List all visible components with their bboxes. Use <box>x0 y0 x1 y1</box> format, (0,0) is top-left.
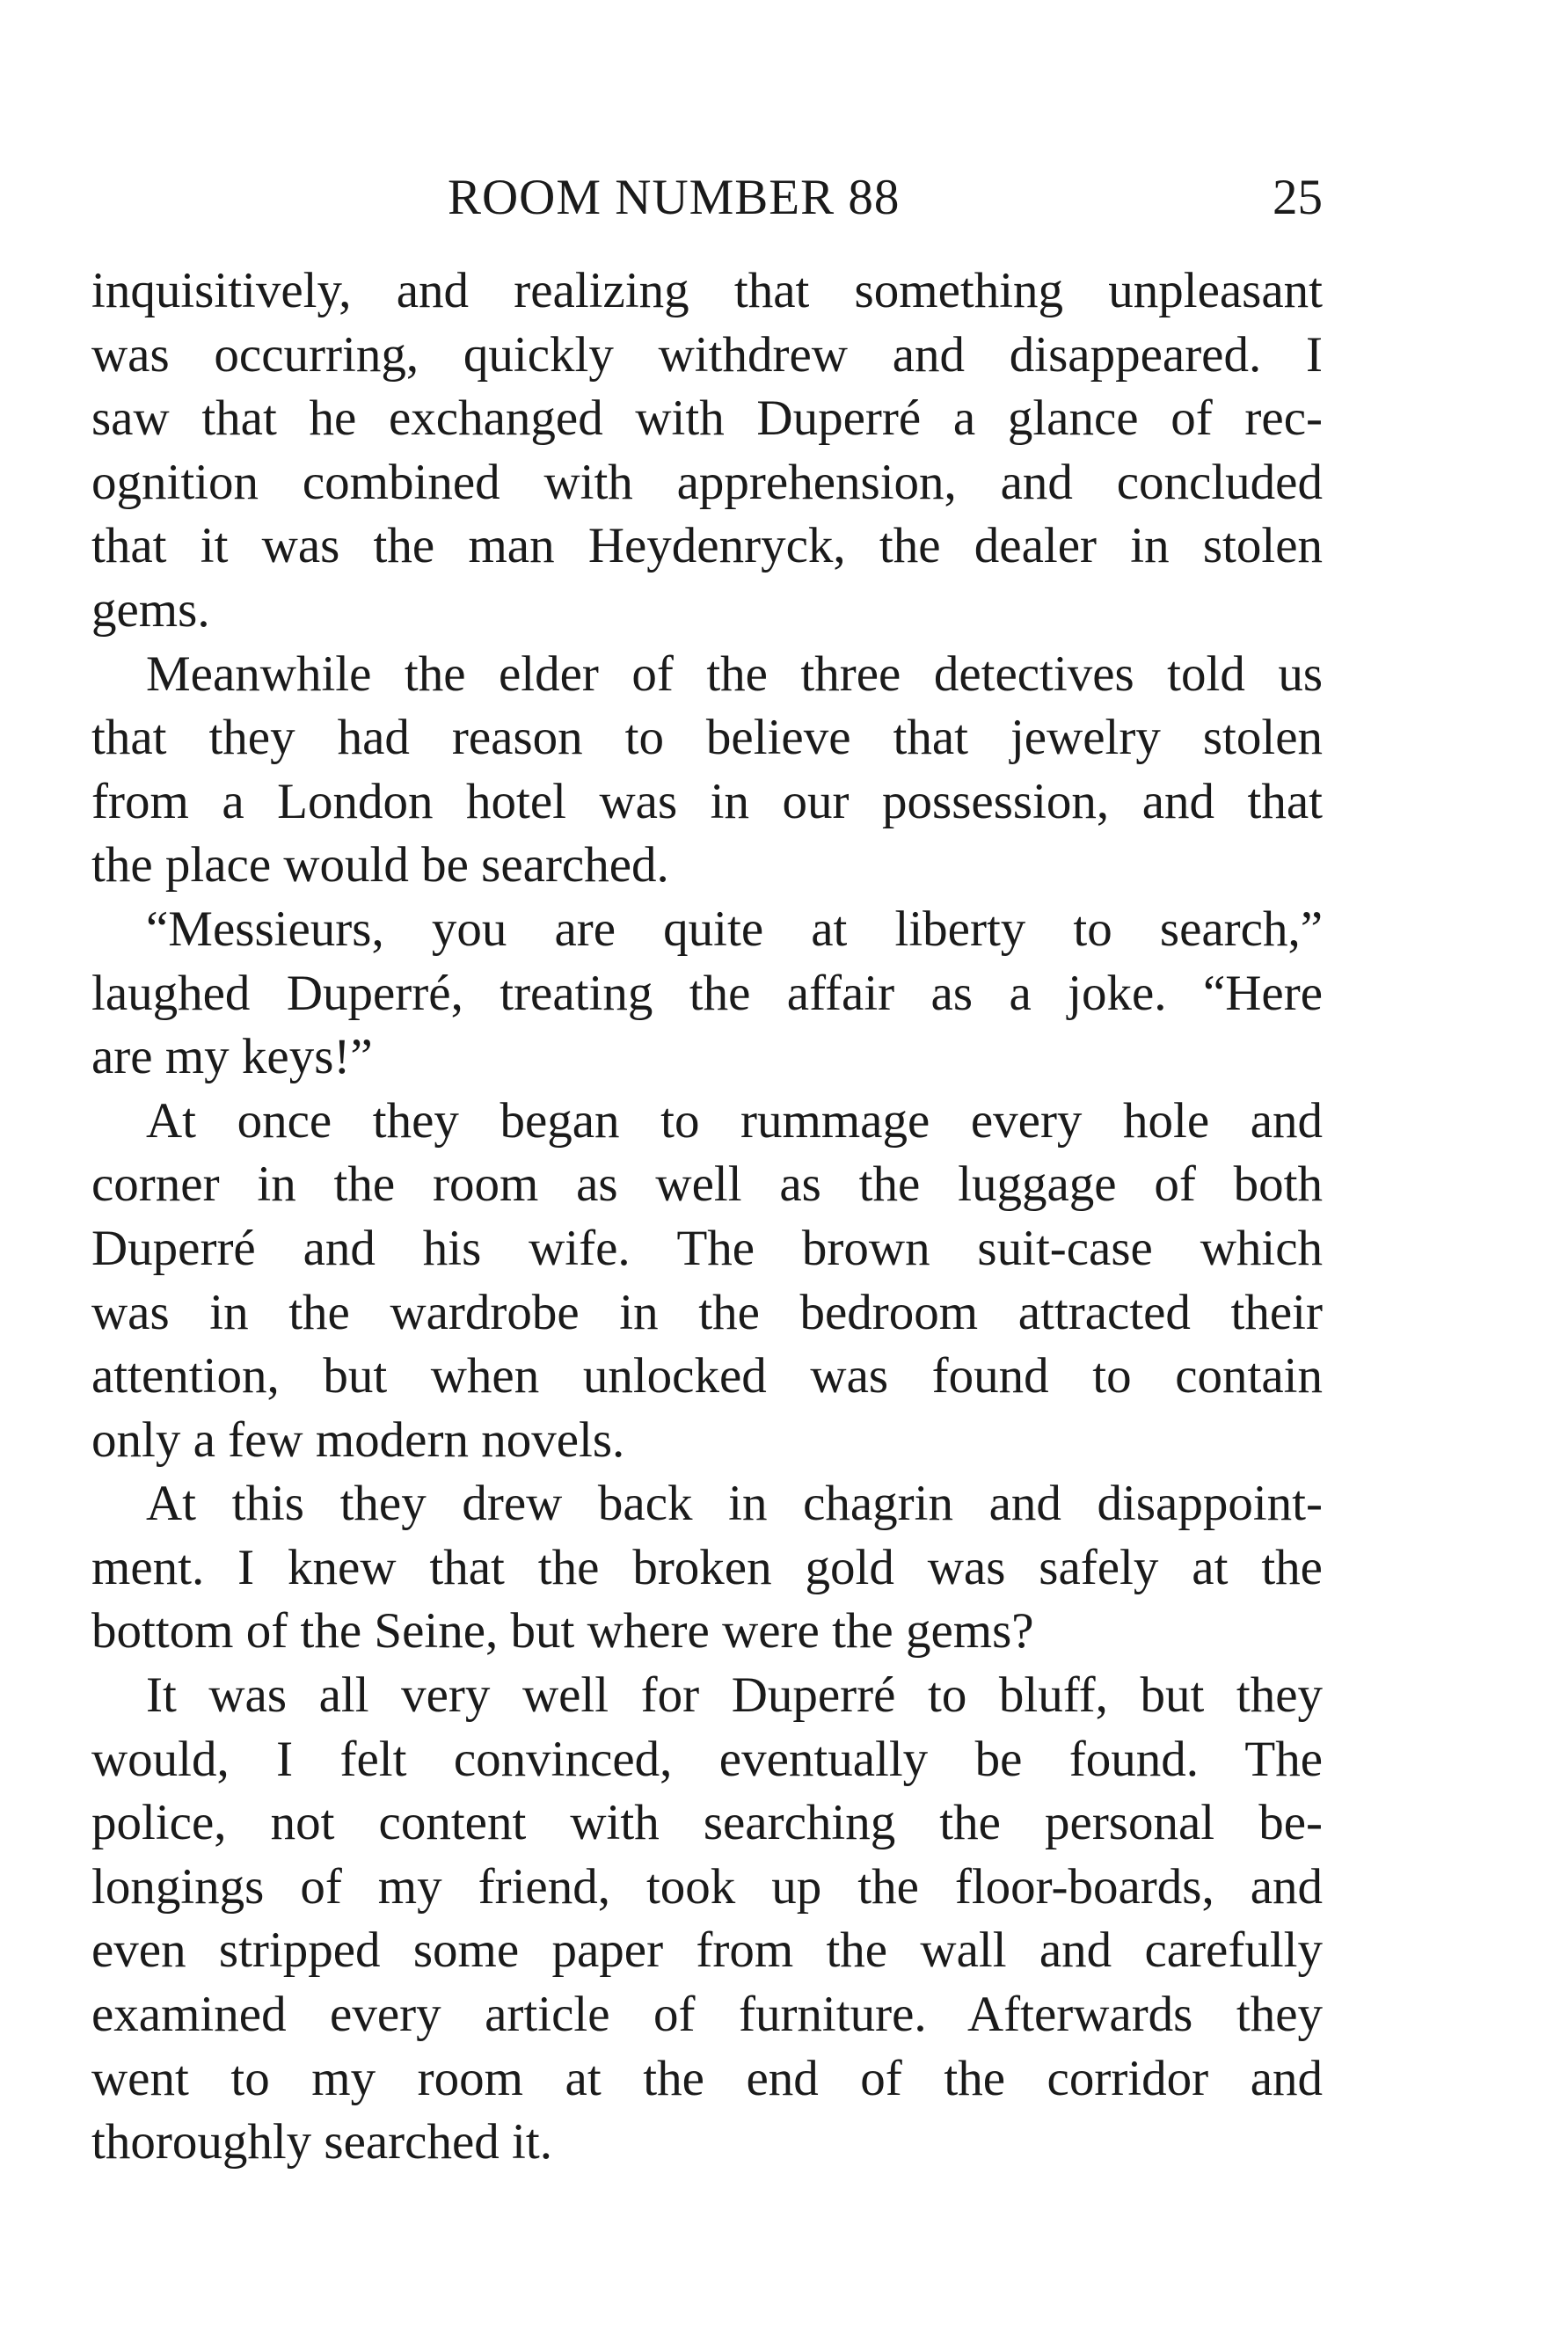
text-line: only a few modern novels. <box>91 1412 625 1468</box>
text-line: went to my room at the end of the corridor and <box>91 2050 1323 2106</box>
page-number: 25 <box>1273 170 1323 225</box>
running-title: ROOM NUMBER 88 <box>448 170 901 225</box>
text-line: thoroughly searched it. <box>91 2114 552 2170</box>
text-line: “Messieurs, you are quite at liberty to search,” <box>146 901 1323 957</box>
paragraph <box>91 1472 1323 1664</box>
text-line: saw that he exchanged with Duperré a glance of rec- <box>91 390 1323 447</box>
text-line: It was all very well for Duperré to bluff, but they <box>146 1667 1323 1724</box>
text-line: was in the wardrobe in the bedroom attracted their <box>91 1284 1323 1340</box>
text-line: At this they drew back in chagrin and disappoint- <box>146 1476 1323 1532</box>
text-line: gems. <box>91 581 210 638</box>
text-line: would, I felt convinced, eventually be found. The <box>91 1731 1323 1787</box>
text-line: that it was the man Heydenryck, the dealer in stolen <box>91 518 1323 574</box>
text-line: bottom of the Seine, but where were the gems? <box>91 1603 1034 1660</box>
paragraph <box>91 1664 1323 2175</box>
text-line: examined every article of furniture. Afterwards they <box>91 1987 1323 2043</box>
text-line: longings of my friend, took up the floor-boards, and <box>91 1858 1323 1915</box>
text-line: that they had reason to believe that jewelry stolen <box>91 710 1323 766</box>
text-line: Meanwhile the elder of the three detectives told us <box>146 646 1323 702</box>
text-line: even stripped some paper from the wall and carefully <box>91 1922 1323 1979</box>
text-line: police, not content with searching the personal be- <box>91 1795 1323 1851</box>
text-line: from a London hotel was in our possession, and that <box>91 773 1323 829</box>
text-line: are my keys!” <box>91 1029 373 1085</box>
page-header <box>91 158 1323 237</box>
text-line: attention, but when unlocked was found to contain <box>91 1348 1323 1404</box>
text-line: was occurring, quickly withdrew and disappeared. I <box>91 326 1323 383</box>
paragraph <box>91 259 1323 643</box>
text-line: the place would be searched. <box>91 837 669 894</box>
text-line: At once they began to rummage every hole and <box>146 1092 1323 1149</box>
text-line: ment. I knew that the broken gold was safely at the <box>91 1539 1323 1595</box>
text-line: Duperré and his wife. The brown suit-case which <box>91 1220 1323 1276</box>
paragraph <box>91 643 1323 898</box>
body-text <box>91 259 1323 2175</box>
text-line: ognition combined with apprehension, and concluded <box>91 454 1323 510</box>
paragraph <box>91 898 1323 1090</box>
text-line: inquisitively, and realizing that something unpleasant <box>91 263 1323 318</box>
paragraph <box>91 1090 1323 1473</box>
text-line: corner in the room as well as the luggage of both <box>91 1156 1323 1213</box>
text-line: laughed Duperré, treating the affair as a joke. “Here <box>91 965 1323 1021</box>
